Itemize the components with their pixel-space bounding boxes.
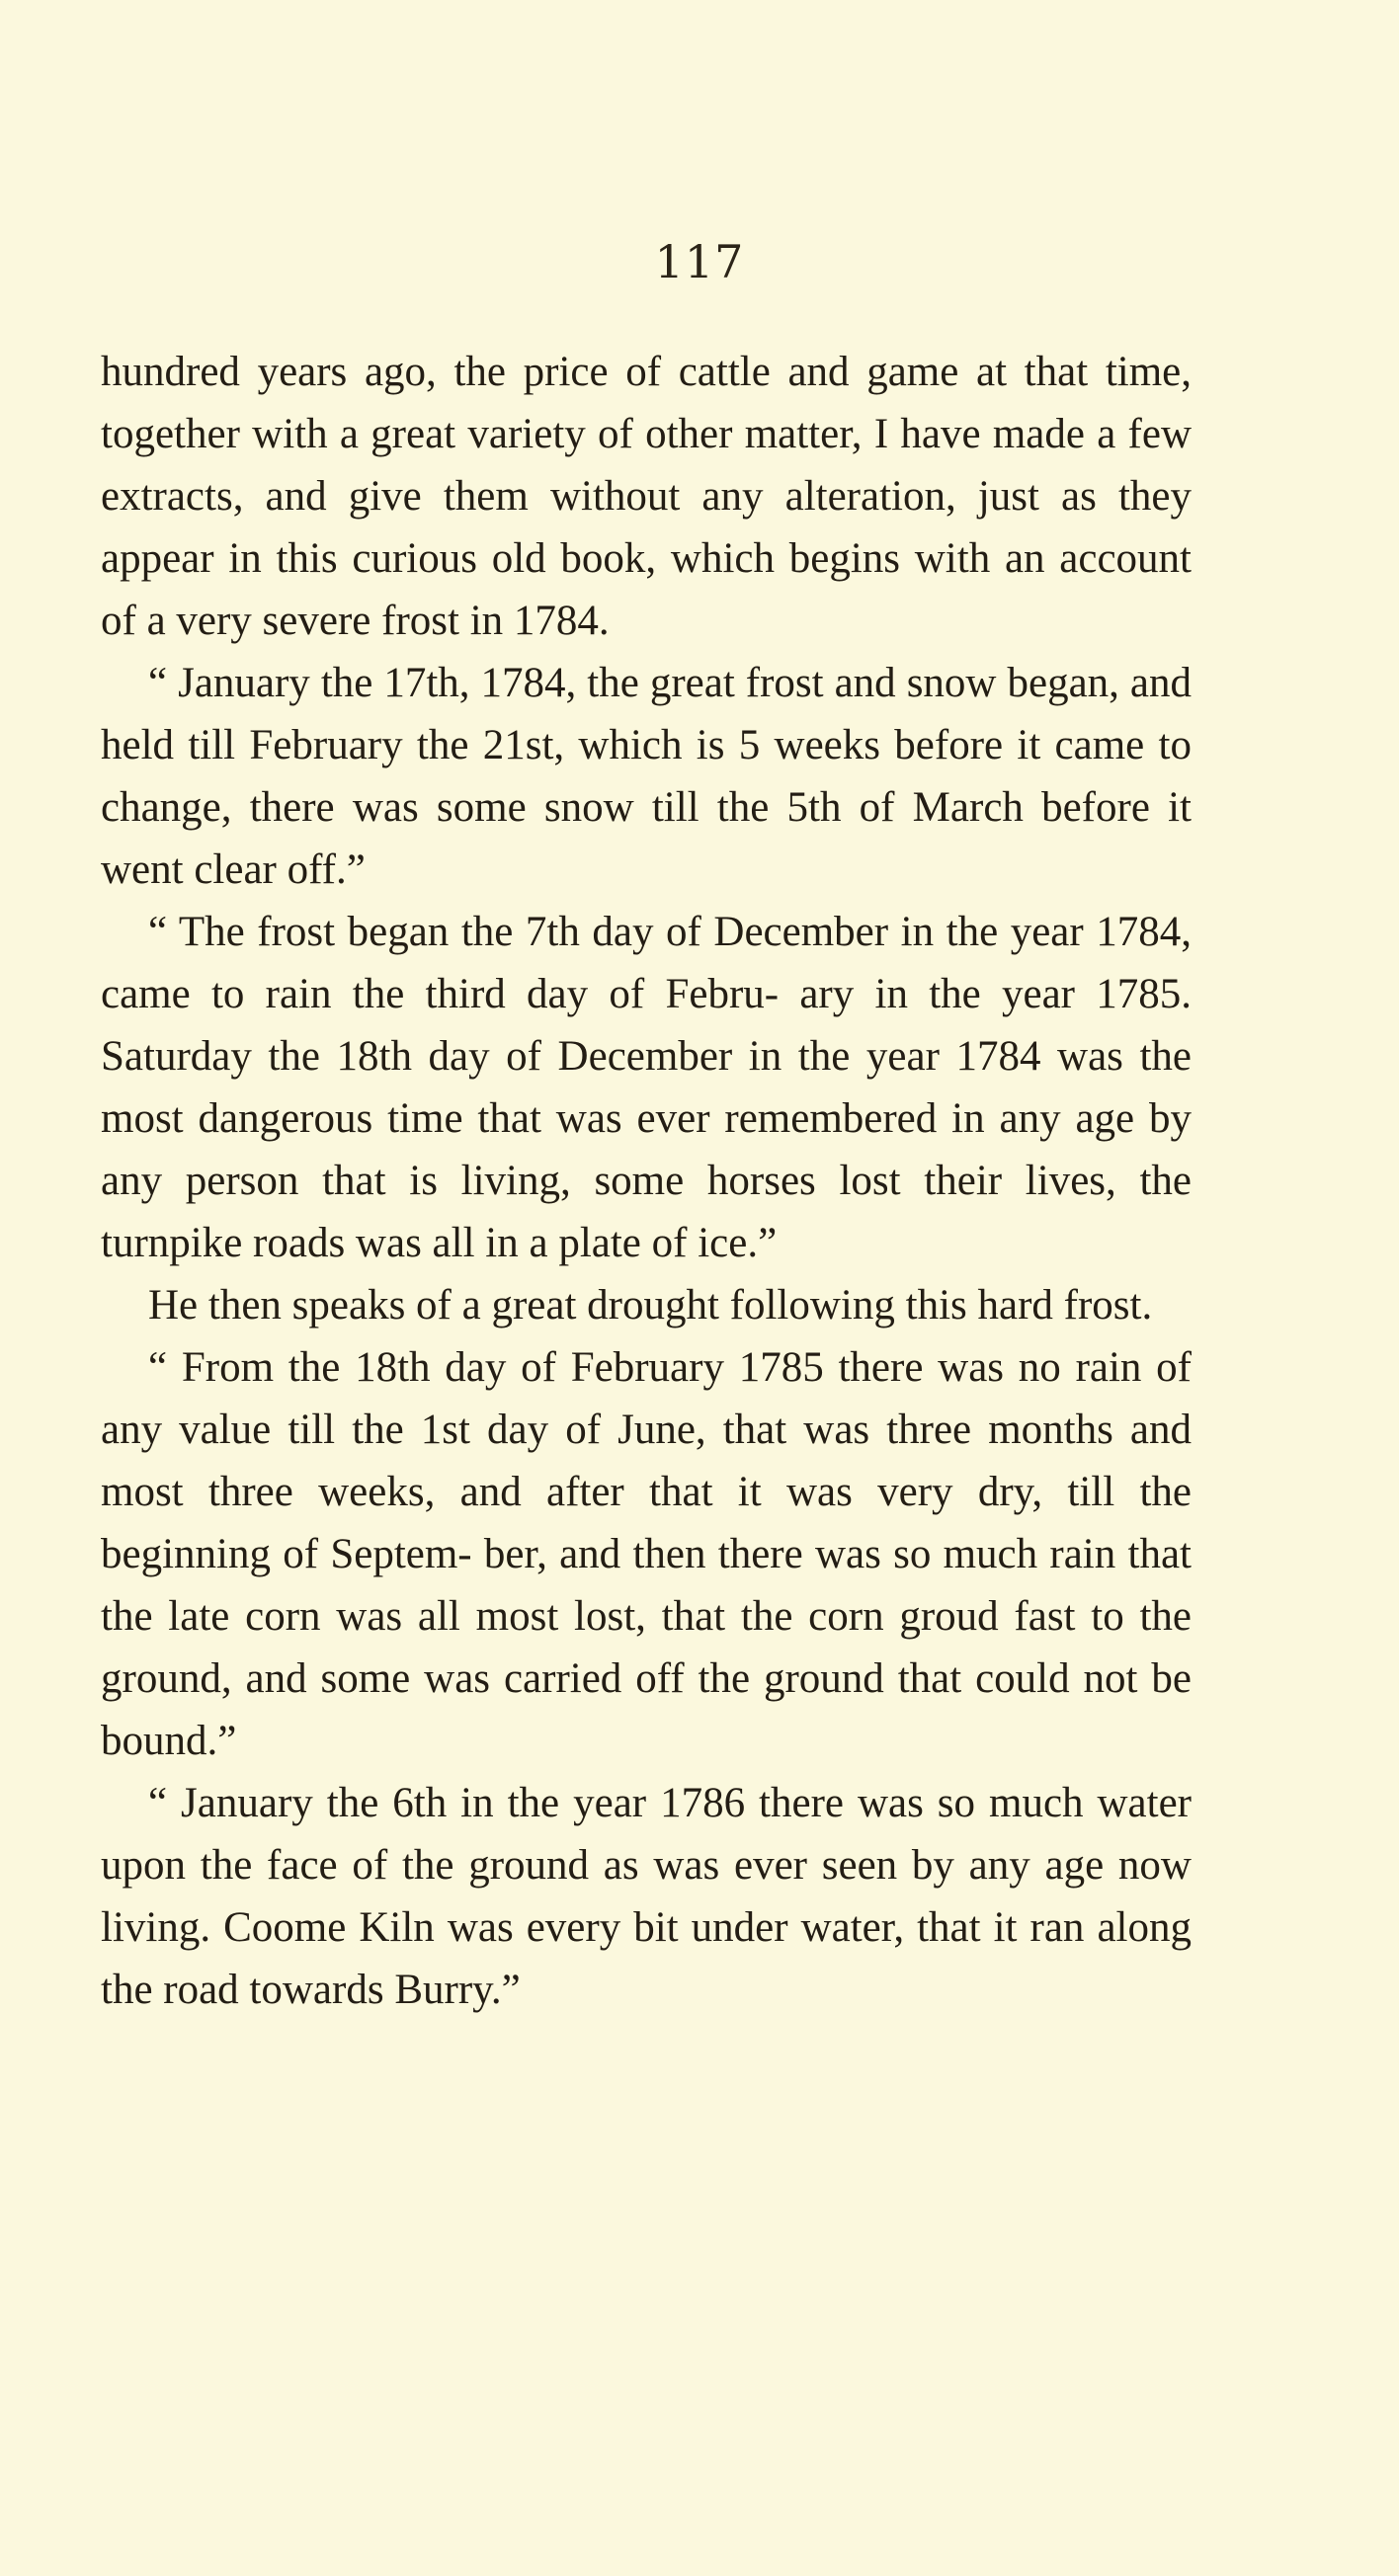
paragraph-drought-intro: He then speaks of a great drought following this hard frost.	[148, 1282, 1153, 1328]
page-number: 117	[654, 235, 745, 288]
paragraph-intro: hundred years ago, the price of cattle and game at that time, together with a great variety of other matter, I have made a few extracts, and give them without any alteration, just as they appear in this curious old book, which begins with an account of a very severe frost in 1784.	[101, 349, 1192, 644]
paragraph-frost-december: “ The frost began the 7th day of December in the year 1784, came to rain the third day of Febru- ary in the year 1785. Saturday the 18th day of December in the year 1784 was the most dangerous time that was ever remembered in any age by any person that is living, some horses lost their lives, the turnpike roads was all in a plate of ice.”	[101, 909, 1192, 1266]
paragraph-flood-1786: “ January the 6th in the year 1786 there was so much water upon the face of the ground as was ever seen by any age now living. Coome Kiln was every bit under water, that it ran along the road towards Burry.”	[101, 1780, 1192, 2013]
paragraph-frost-1784: “ January the 17th, 1784, the great frost and snow began, and held till February the 21st, which is 5 weeks before it came to change, there was some snow till the 5th of March before it went clear off.”	[101, 660, 1192, 893]
body-text	[101, 341, 1192, 2021]
paragraph-drought-1785: “ From the 18th day of February 1785 there was no rain of any value till the 1st day of June, that was three months and most three weeks, and after that it was very dry, till the beginning of Septem- ber, and then there was so much rain that the late corn was all most lost, that the corn groud fast to the ground, and some was carried off the ground that could not be bound.”	[101, 1344, 1192, 1764]
